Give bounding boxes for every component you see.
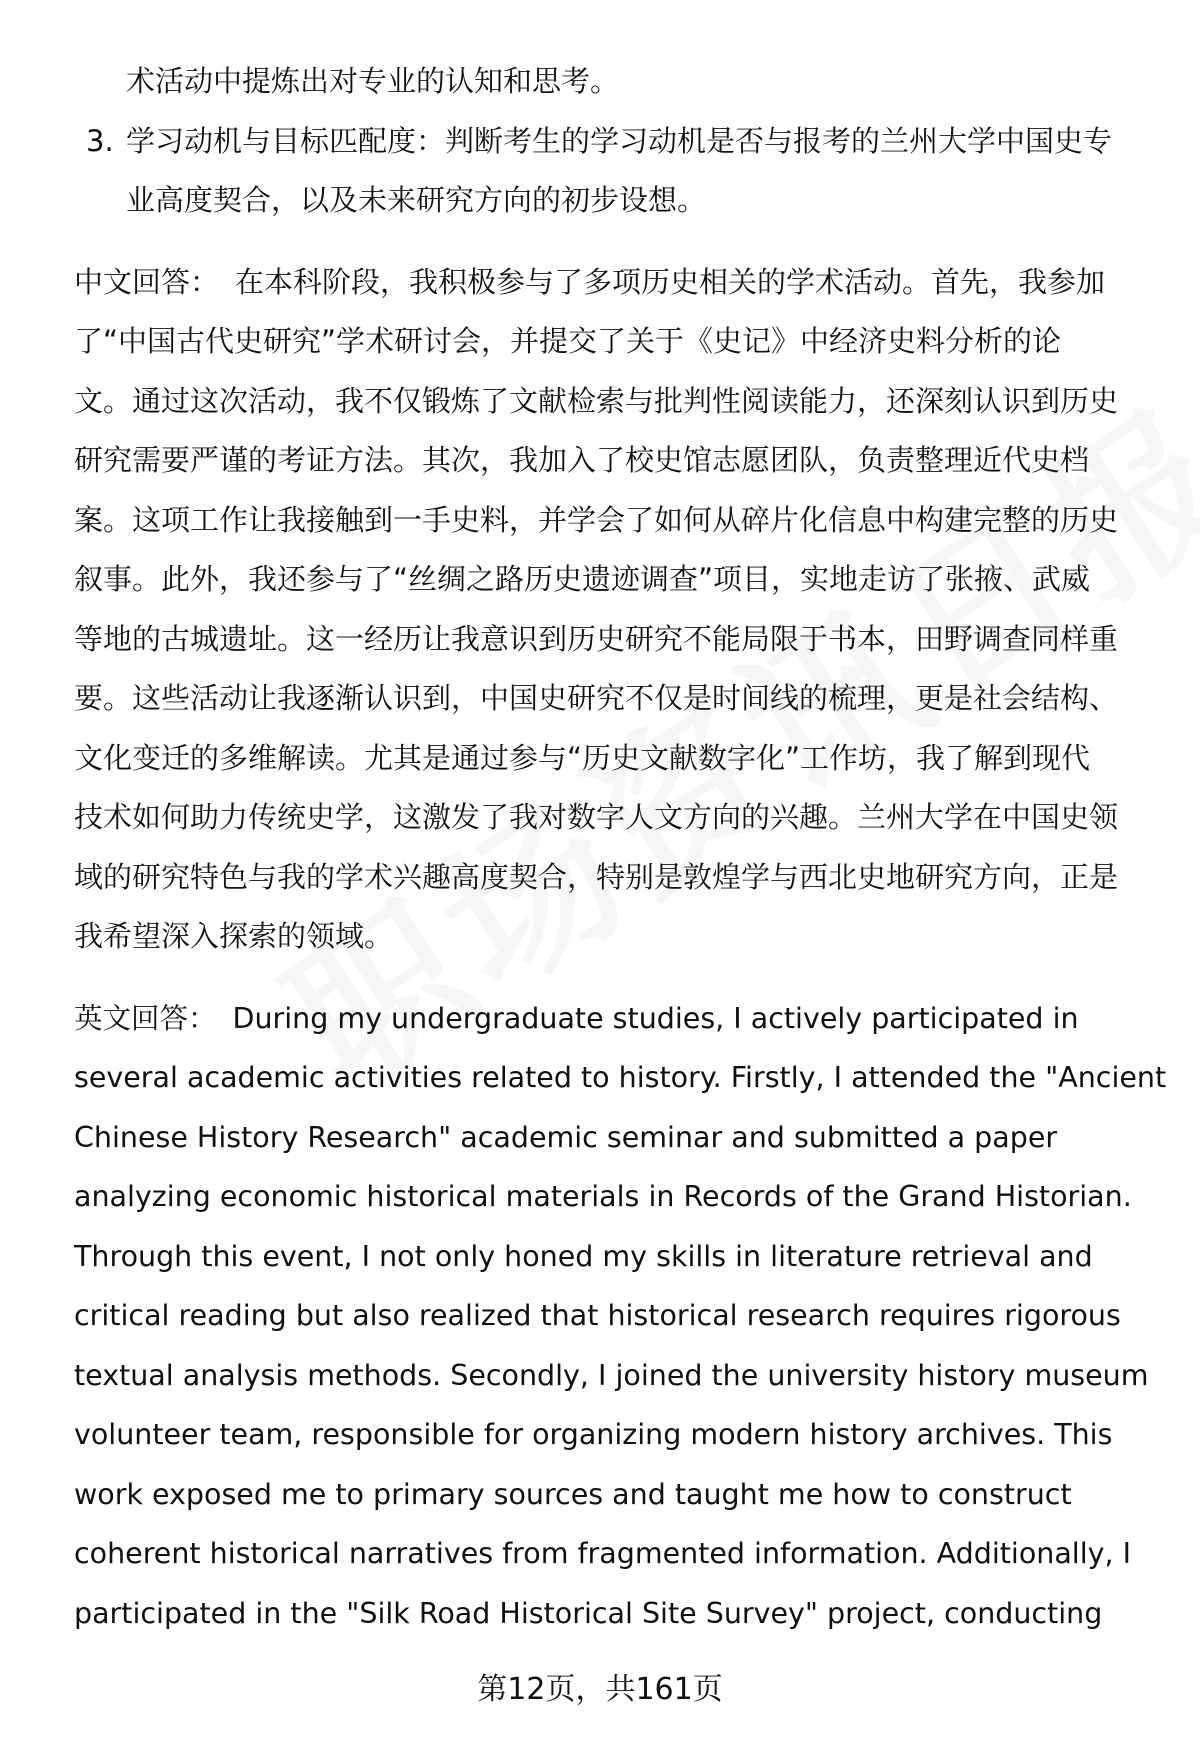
chinese-answer: [74, 253, 1154, 967]
chinese-answer-line: [74, 253, 1154, 313]
english-answer-line: Chinese History Research" academic seminar and submitted a paper: [74, 1120, 1058, 1154]
chinese-answer-line: 了“中国古代史研究”学术研讨会，并提交了关于《史记》中经济史料分析的论: [74, 324, 1062, 358]
english-answer-line: coherent historical narratives from fragmented information. Additionally, I: [74, 1537, 1132, 1570]
chinese-answer-text: 在本科阶段，我积极参与了多项历史相关的学术活动。首先，我参加: [235, 264, 1106, 299]
chinese-answer-label: 中文回答：: [74, 264, 220, 299]
chinese-answer-line: 文化变迁的多维解读。尤其是通过参与“历史文献数字化”工作坊，我了解到现代: [74, 740, 1091, 775]
english-answer-label: 英文回答：: [74, 1001, 217, 1035]
intro-line: 术活动中提炼出对专业的认知和思考。: [126, 64, 620, 98]
english-answer-line: critical reading but also realized that historical research requires rigorous: [74, 1299, 1121, 1332]
list-item-line: 学习动机与目标匹配度：判断考生的学习动机是否与报考的兰州大学中国史专: [126, 123, 1113, 158]
chinese-answer-line: 叙事。此外，我还参与了“丝绸之路历史遗迹调查”项目，实地走访了张掖、武威: [74, 562, 1091, 596]
english-answer: [74, 989, 1167, 1644]
list-item-line: 业高度契合，以及未来研究方向的初步设想。: [126, 183, 707, 217]
list-item-text: [126, 112, 1112, 231]
english-answer-line: several academic activities related to history. Firstly, I attended the "Ancient: [74, 1061, 1167, 1094]
english-answer-line: Through this event, I not only honed my skills in literature retrieval and: [74, 1239, 1093, 1273]
english-answer-line: [74, 989, 1154, 1049]
chinese-answer-line: 案。这项工作让我接触到一手史料，并学会了如何从碎片化信息中构建完整的历史: [74, 502, 1119, 537]
chinese-answer-line: 研究需要严谨的考证方法。其次，我加入了校史馆志愿团队，负责整理近代史档: [74, 443, 1090, 477]
english-answer-line: volunteer team, responsible for organizing modern history archives. This: [74, 1418, 1113, 1451]
chinese-answer-line: 要。这些活动让我逐渐认识到，中国史研究不仅是时间线的梳理，更是社会结构、: [74, 681, 1119, 715]
english-answer-line: participated in the "Silk Road Historical Site Survey" project, conducting: [74, 1596, 1103, 1630]
chinese-answer-line: 域的研究特色与我的学术兴趣高度契合，特别是敦煌学与西北史地研究方向，正是: [74, 859, 1119, 894]
chinese-answer-line: 技术如何助力传统史学，这激发了我对数字人文方向的兴趣。兰州大学在中国史领: [74, 800, 1119, 834]
english-answer-line: work exposed me to primary sources and taught me how to construct: [74, 1477, 1072, 1511]
list-number: 3.: [86, 123, 114, 158]
english-answer-line: analyzing economic historical materials in Records of the Grand Historian.: [74, 1180, 1132, 1213]
page-number-footer: 第12页，共161页: [477, 1672, 723, 1707]
page-content: [74, 52, 1167, 1643]
chinese-answer-line: 等地的古城遗址。这一经历让我意识到历史研究不能局限于书本，田野调查同样重: [74, 621, 1119, 656]
english-answer-text: During my undergraduate studies, I actively participated in: [232, 1001, 1079, 1035]
english-answer-line: textual analysis methods. Secondly, I joined the university history museum: [74, 1358, 1149, 1392]
chinese-answer-line: 我希望深入探索的领域。: [74, 919, 394, 953]
chinese-answer-line: 文。通过这次活动，我不仅锻炼了文献检索与批判性阅读能力，还深刻认识到历史: [74, 383, 1119, 418]
list-item-3: [74, 112, 1154, 231]
